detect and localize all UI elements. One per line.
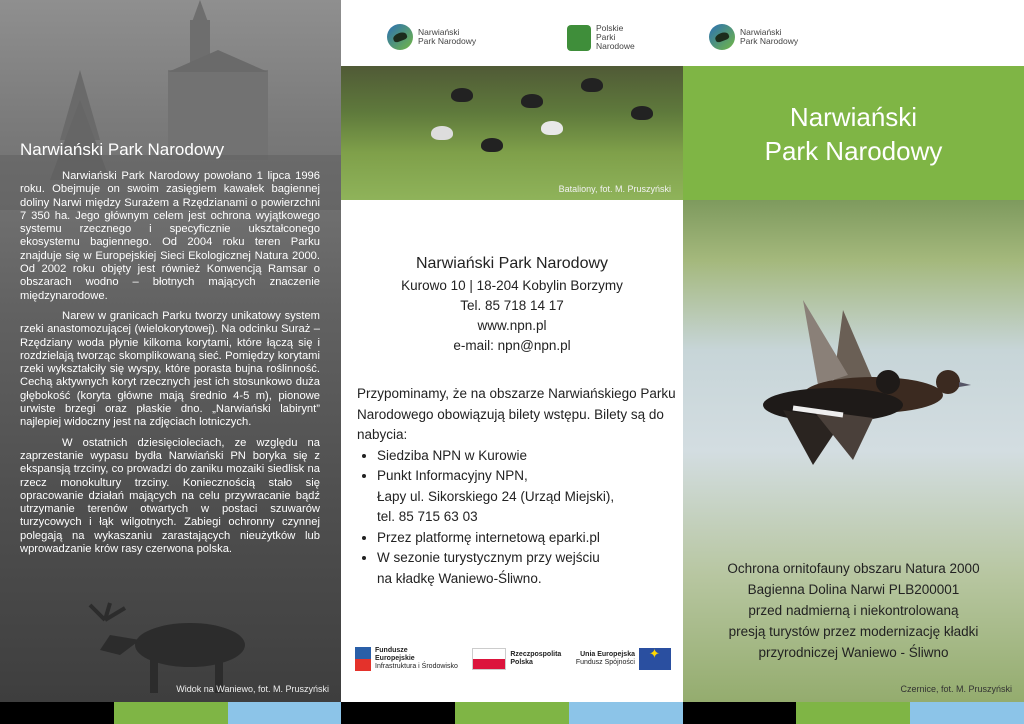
bird-silhouette [431,126,453,140]
stripe-segment [0,702,114,724]
bird-silhouette [581,78,603,92]
list-item: • Punkt Informacyjny NPN, Łapy ul. Sikorskiego 24 (Urząd Miejski), tel. 85 715 63 03 [377,466,677,528]
cover-title: Narwiański Park Narodowy [764,102,943,166]
ticket-reminder [357,384,677,589]
right-panel [683,0,1024,702]
left-paragraph: Narew w granicach Parku tworzy unikatowy system rzeki anastomozującej (wielokorytowej). Na odcinku Suraż – Rzędziany woda płynie kilkoma korytami, które łączą się i rozdzielają tworząc skomplikowaną sieć. Pomiędzy korytami rzeki wykształciły się wyspy, które porasta bujna roślinność. Cechą aktywnych koryt rzecznych jest ich stosunkowo duża głębokość (koryta główne mają średnio 4-5 m), pionowe urwiste brzegi oraz płaskie dno. „Narwiański labirynt” najlepiej widoczny jest na zdjęciach lotniczych. [20,309,320,429]
npn-logo: Narwiański Park Narodowy [709,24,798,50]
bataliony-photo [341,66,683,200]
contact-block [341,254,683,356]
contact-address: Kurowo 10 | 18-204 Kobylin Borzymy [401,278,623,293]
pp-logo-line3: Narodowe [596,41,635,51]
stripe-segment [455,702,569,724]
tree-icon [567,25,591,51]
ticket-locations-list [357,446,677,590]
fundusze-europejskie-logo: Fundusze Europejskie Infrastruktura i Środowisko [355,647,458,671]
npn-logo-line2: Park Narodowy [418,36,477,46]
stripe-segment [796,702,910,724]
middle-panel [341,0,683,702]
contact-website[interactable]: www.npn.pl [477,318,547,333]
reminder-intro: Przypominamy, że na obszarze Narwiańskiego Parku Narodowego obowiązują bilety wstępu. Bilety są do nabycia: [357,386,676,442]
project-description: Ochrona ornitofauny obszaru Natura 2000 Bagienna Dolina Narwi PLB200001 przed nadmierną i niekontrolowaną presją turystów przez modernizację kładki przyrodniczej Waniewo - Śliwno [727,561,980,660]
list-item: • W sezonie turystycznym przy wejściu na kładkę Waniewo-Śliwno. [377,548,677,589]
pp-logo-line1: Polskie [596,23,624,33]
pp-logo-line2: Parki [596,32,616,42]
polish-flag-icon [472,648,506,670]
contact-phone: Tel. 85 718 14 17 [460,298,564,313]
npn-bird-icon [387,24,413,50]
npn-logo-line1: Narwiański [418,27,460,37]
stripe-segment [910,702,1024,724]
left-photo-credit: Widok na Waniewo, fot. M. Pruszyński [176,684,329,694]
stripe-segment [228,702,342,724]
bird-silhouette [631,106,653,120]
moose-silhouette [80,600,280,695]
bird-silhouette [451,88,473,102]
npn-logo [387,24,476,50]
duck-illustration [723,290,983,470]
left-paragraph: W ostatnich dziesięcioleciach, ze względu na zaprzestanie wypasu bydła Narwiański PN boryka się z ekspansją trzciny, co prowadzi do zaniku mozaiki siedlisk na rzecz monokultury trzciny. Koniecznością stało się opracowanie działań mających na celu przywracanie bądź utrzymanie terenów otwartych w postaci szuwarów turzycowych i łąk wilgotnych. Zabiegi ochronny czynnej polegają na wykaszaniu zarastających nieużytków lub wprowadzanie krów rasy czerwona polska. [20,436,320,556]
polskie-parki-logo [567,24,635,51]
contact-name: Narwiański Park Narodowy [415,255,609,272]
unia-europejska-logo: Unia Europejska Fundusz Spójności ✦ [576,648,671,670]
left-heading: Narwiański Park Narodowy [20,140,225,159]
list-item: • Przez platformę internetową eparki.pl [377,528,677,549]
fe-icon [355,647,371,671]
photo-caption: Bataliony, fot. M. Pruszyński [558,184,671,194]
eu-flag-icon [639,648,671,670]
stripe-segment [683,702,797,724]
npn-bird-icon [709,24,735,50]
left-panel [0,0,341,702]
right-photo-credit: Czernice, fot. M. Pruszyński [900,684,1012,694]
bird-silhouette [521,94,543,108]
stripe-segment [569,702,683,724]
left-paragraph: Narwiański Park Narodowy powołano 1 lipca 1996 roku. Obejmuje on swoim zasięgiem kawałek bagiennej doliny Narwi między Surażem a Rzędzianami o powierzchni 7 350 ha. Jego głównym celem jest ochrona wyjątkowego systemu rzecznego i specyficznie ukształconego ekosystemu bagiennego. Od 2004 roku teren Parku znajduje się w Europejskiej Sieci Ekologicznej Natura 2000. Od 2002 roku objęty jest również Konwencją Ramsar o obszarach wodno – błotnych mających znaczenie międzynarodowe. [20,170,320,302]
funding-logos [355,642,671,676]
bird-silhouette [481,138,503,152]
bird-silhouette [541,121,563,135]
left-body-text [20,170,320,563]
list-item: • Siedziba NPN w Kurowie [377,446,677,467]
stripe-segment [341,702,455,724]
rzeczpospolita-logo: Rzeczpospolita Polska [472,648,561,670]
bottom-color-stripe [0,702,1024,724]
stripe-segment [114,702,228,724]
contact-email[interactable]: e-mail: npn@npn.pl [453,338,571,353]
